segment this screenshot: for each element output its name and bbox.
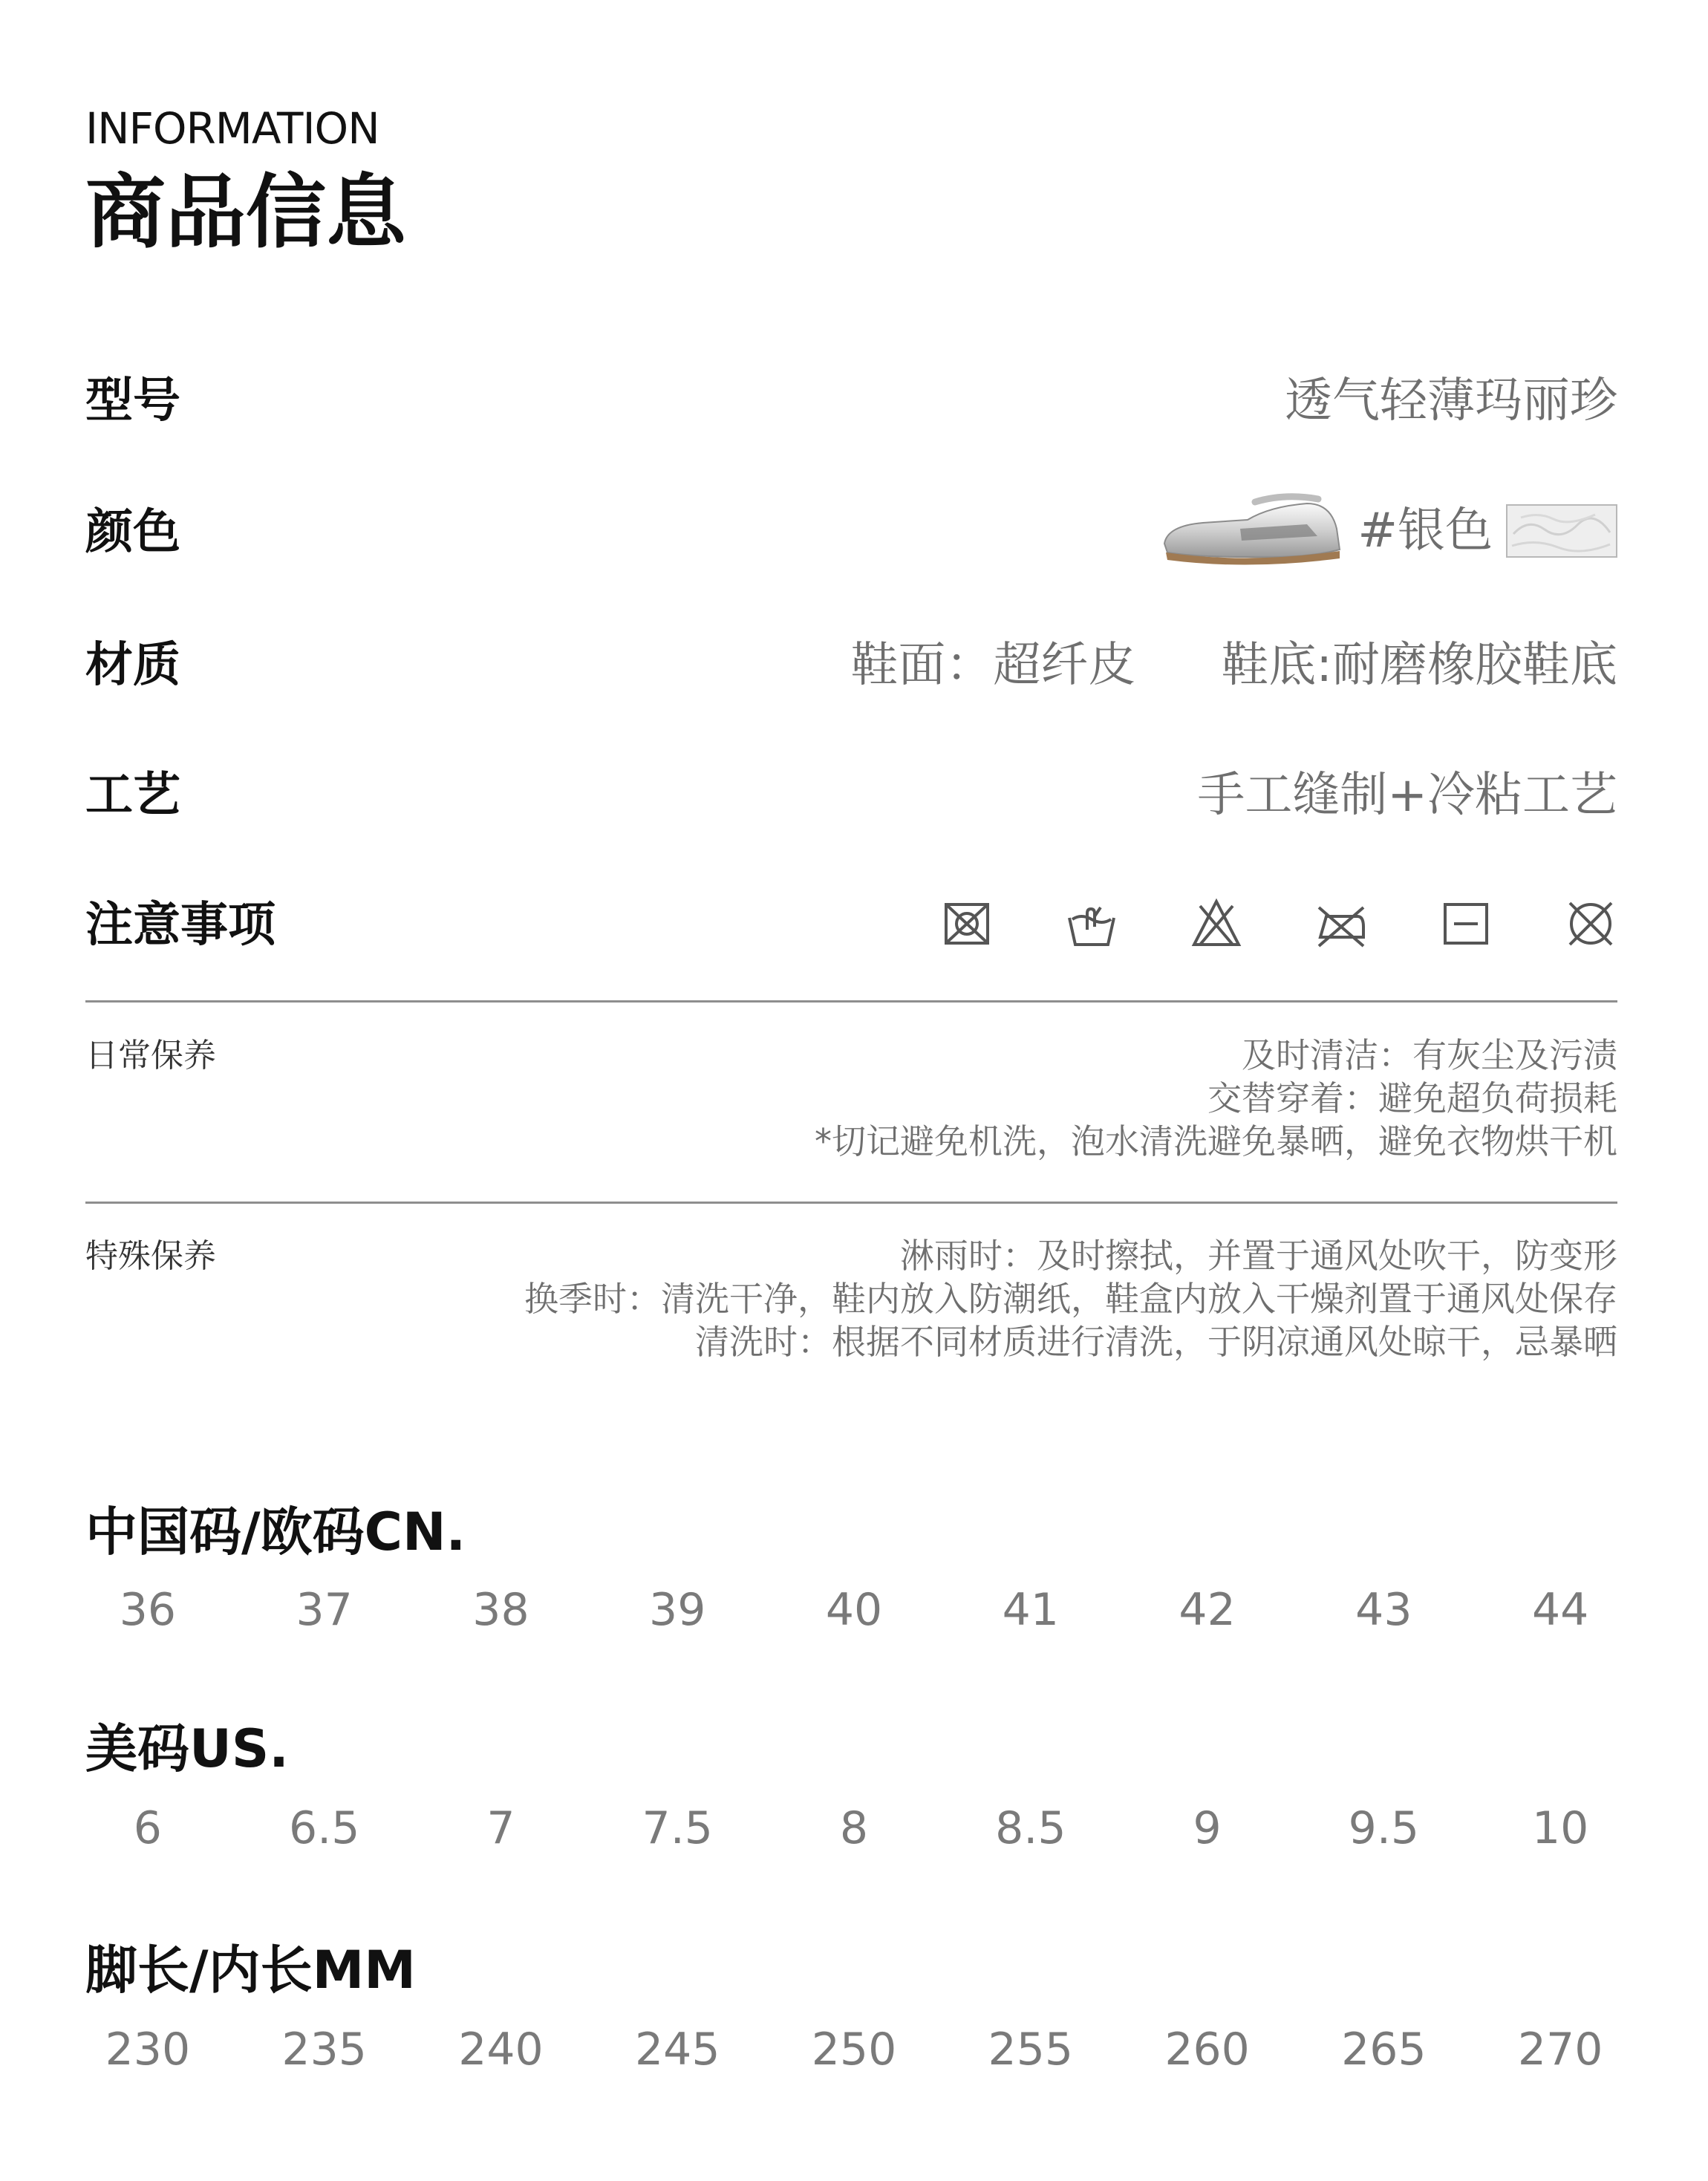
size-us-value: 10 [1531,1802,1589,1854]
size-us-value: 8 [839,1802,869,1854]
size-us-title: 美码US. [85,1718,289,1779]
care-label: 注意事项 [85,898,276,953]
size-cn-value: 37 [296,1584,353,1636]
page-title: 商品信息 [85,166,407,259]
color-swatch [1506,504,1617,558]
size-mm-value: 255 [988,2024,1074,2076]
size-mm-row [59,2021,1649,2078]
divider [85,1202,1617,1204]
size-cn-value: 43 [1355,1584,1412,1636]
shoe-thumbnail-image [1158,490,1344,572]
do-not-dry-clean-icon [1564,897,1617,951]
daily-care-line: 交替穿着：避免超负荷损耗 [1207,1078,1617,1118]
size-us-value: 6.5 [288,1802,360,1854]
size-us-value: 6 [133,1802,162,1854]
daily-care-lines [815,1034,1617,1163]
do-not-bleach-icon [1190,897,1243,951]
size-us-value: 9 [1193,1802,1222,1854]
size-cn-value: 41 [1002,1584,1059,1636]
size-mm-value: 250 [811,2024,897,2076]
dry-flat-icon [1439,897,1493,951]
do-not-iron-icon [1314,897,1368,951]
size-mm-value: 270 [1517,2024,1603,2076]
size-cn-value: 36 [119,1584,177,1636]
color-value-group [1158,486,1617,576]
special-care-line: 淋雨时：及时擦拭，并置于通风处吹干，防变形 [900,1236,1617,1276]
size-cn-value: 42 [1179,1584,1236,1636]
section-subtitle-en: INFORMATION [85,103,379,154]
craft-value: 手工缝制+冷粘工艺 [1197,768,1617,823]
size-us-row [59,1800,1649,1856]
special-care-line: 换季时：清洗干净，鞋内放入防潮纸，鞋盒内放入干燥剂置于通风处保存 [524,1279,1617,1319]
size-cn-value: 39 [649,1584,706,1636]
size-us-value: 9.5 [1348,1802,1420,1854]
size-mm-value: 260 [1164,2024,1250,2076]
size-cn-row [59,1582,1649,1638]
size-cn-title: 中国码/欧码CN. [85,1502,466,1562]
size-us-value: 7.5 [642,1802,713,1854]
size-mm-value: 230 [105,2024,191,2076]
special-care-line: 清洗时：根据不同材质进行清洗，于阴凉通风处晾干，忌暴晒 [695,1322,1617,1362]
material-upper: 鞋面：超纤皮 [850,638,1136,693]
hand-wash-icon [1065,897,1118,951]
size-mm-value: 240 [458,2024,544,2076]
special-care-label: 特殊保养 [85,1237,216,1275]
size-cn-value: 40 [825,1584,883,1636]
material-sole: 鞋底:耐磨橡胶鞋底 [1221,638,1617,693]
daily-care-line: 及时清洁：有灰尘及污渍 [1242,1035,1617,1075]
size-mm-value: 265 [1341,2024,1427,2076]
daily-care-line: *切记避免机洗，泡水清洗避免暴晒，避免衣物烘干机 [815,1121,1617,1161]
size-us-value: 8.5 [995,1802,1066,1854]
care-icons [940,897,1617,951]
size-mm-title: 脚长/内长MM [85,1940,416,2001]
material-values [850,636,1617,695]
size-cn-value: 44 [1531,1584,1589,1636]
size-cn-value: 38 [472,1584,529,1636]
size-us-value: 7 [486,1802,515,1854]
divider [85,1000,1617,1003]
size-mm-value: 245 [634,2024,720,2076]
model-value: 透气轻薄玛丽珍 [1285,374,1617,428]
color-label: 颜色 [85,505,180,560]
craft-label: 工艺 [85,768,180,823]
special-care-lines [524,1234,1617,1363]
material-label: 材质 [85,638,180,693]
color-value: #银色 [1357,503,1493,558]
daily-care-label: 日常保养 [85,1037,216,1075]
size-mm-value: 235 [281,2024,367,2076]
model-label: 型号 [85,374,180,428]
do-not-wash-icon [940,897,994,951]
